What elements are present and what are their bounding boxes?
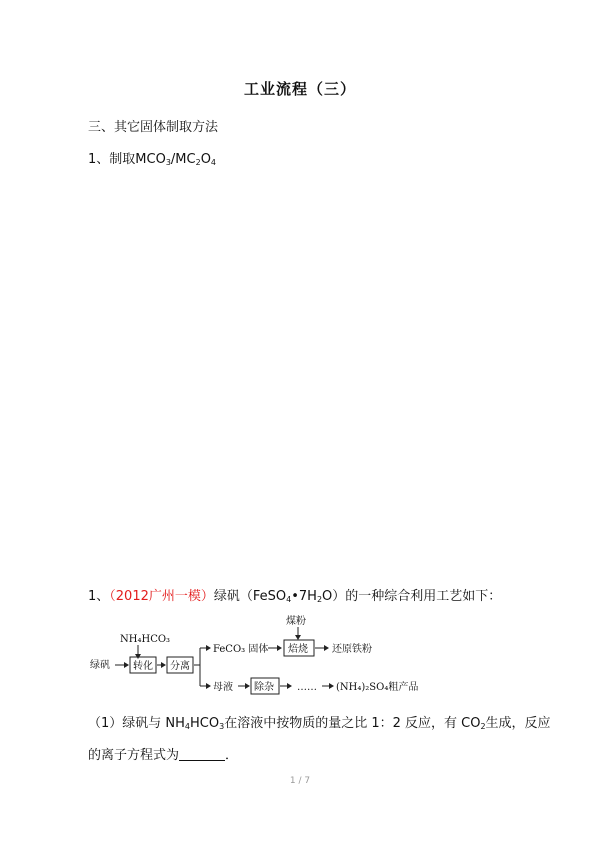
- question-part-1-continued: 的离子方程式为 ．: [88, 748, 239, 763]
- intermediate-label: FeCO₃ 固体: [213, 644, 269, 655]
- page-title: 工业流程（三）: [243, 80, 356, 98]
- step-label: 分离: [170, 661, 190, 672]
- step-label: 焙烧: [288, 644, 308, 655]
- process-flow-diagram: [90, 612, 490, 704]
- start-label: 绿矾: [90, 660, 110, 671]
- ellipsis-label: ……: [297, 682, 317, 693]
- question-part-1: （1）绿矾与 $NH_4HCO_3$在溶液中按物质的量之比 1：2 反应，有 $CO_2$生成，反应: [88, 716, 551, 731]
- product-label: 还原铁粉: [332, 644, 372, 655]
- step-label: 除杂: [254, 682, 274, 693]
- section-heading: 三、其它固体制取方法: [88, 120, 219, 135]
- question-source: （2012广州一模）: [109, 589, 214, 604]
- reagent-label: 煤粉: [286, 616, 306, 627]
- intermediate-label: 母液: [213, 682, 233, 693]
- reagent-label: NH₄HCO₃: [120, 634, 171, 645]
- answer-blank[interactable]: [179, 748, 225, 761]
- question-stem: 1、（2012广州一模）绿矾$(FeSO_4•7H_2O)$的一种综合利用工艺如下：: [88, 589, 502, 604]
- step-label: 转化: [133, 661, 153, 672]
- subsection-heading: 1、制取$MCO_3/MC_2O_4$: [88, 152, 217, 167]
- page-number: 1 / 7: [289, 776, 311, 786]
- product-label: (NH₄)₂SO₄粗产品: [336, 682, 419, 693]
